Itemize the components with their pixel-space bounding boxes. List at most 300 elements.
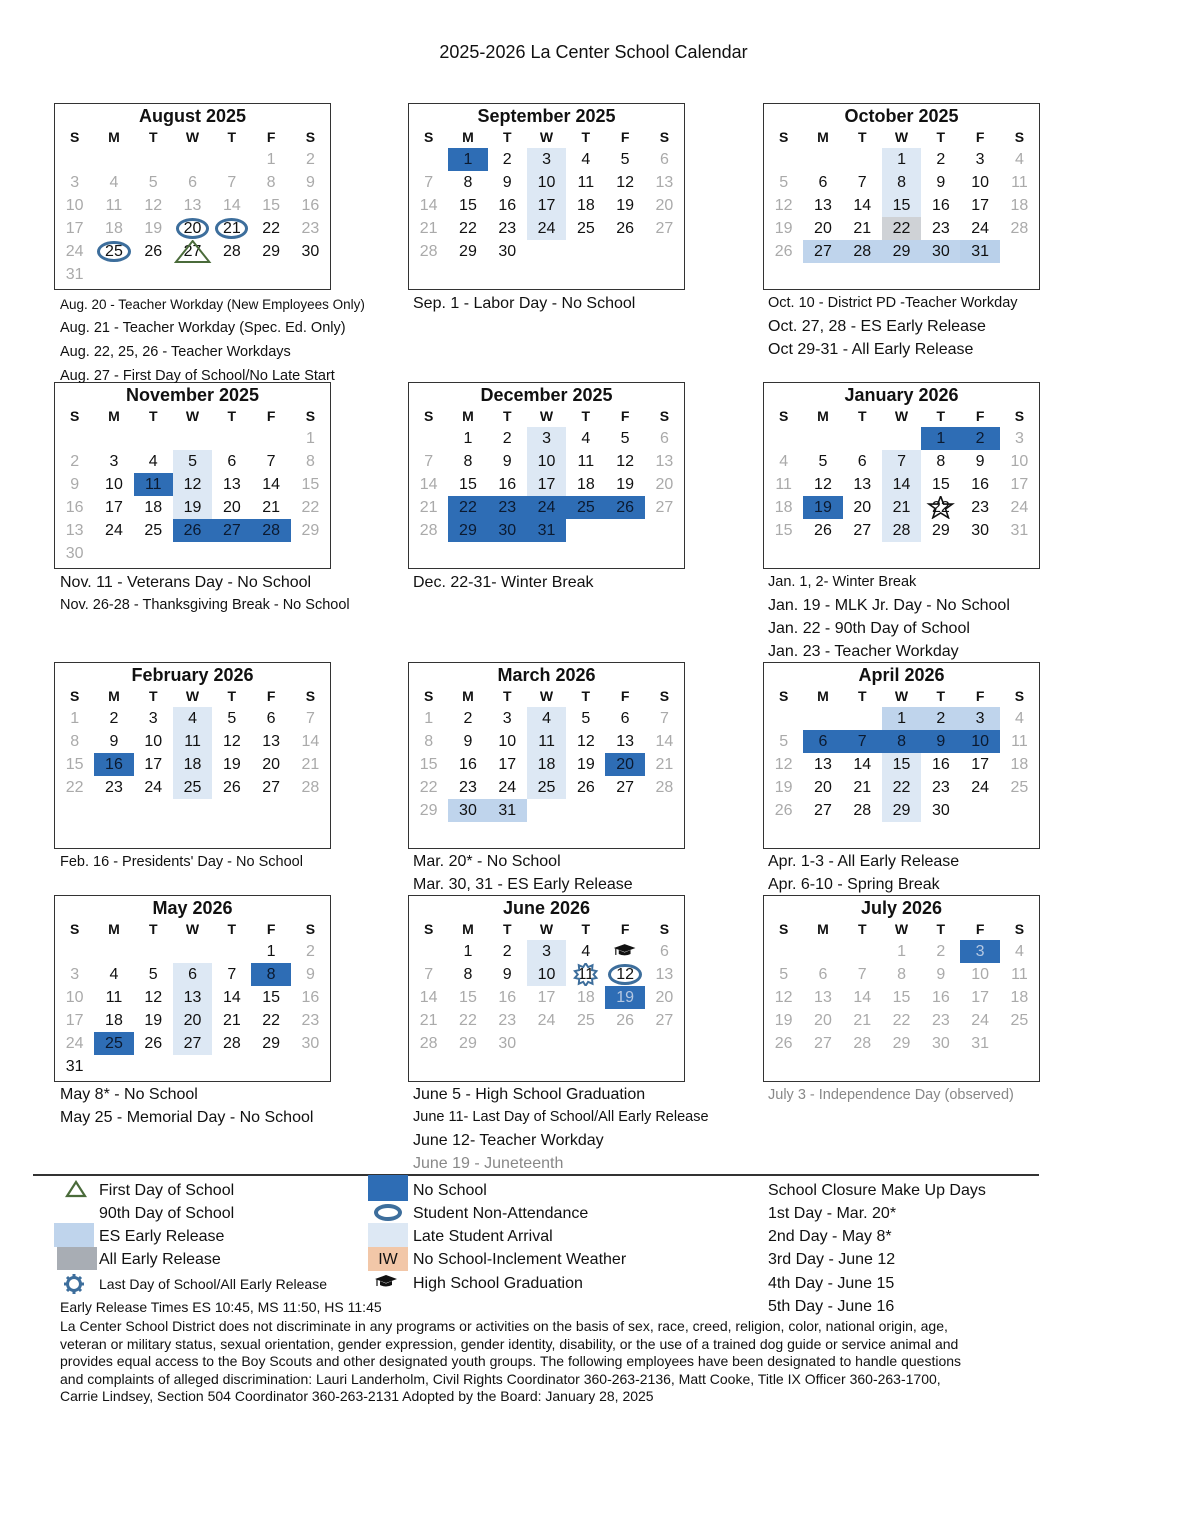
month-july-2026 [763,895,1040,1082]
day-number: 1 [305,430,315,447]
day-cell [488,986,527,1009]
day-number: 21 [655,756,674,773]
disclaimer-line: veteran or military status, sexual orientation, gender expression, gender identity, disability, or the use of a trained dog guide or service animal and [60,1335,959,1352]
day-number: 4 [1014,710,1024,727]
disclaimer-line: provides equal access to the Boy Scouts and other designated youth groups. The following employees have been designated to handle questions [60,1353,962,1369]
day-number: 5 [818,453,828,470]
day-number: 11 [1011,966,1028,983]
day-number: 16 [931,197,950,214]
day-number: 23 [931,779,950,796]
day-cell [882,1032,921,1055]
day-number: 5 [620,151,630,168]
day-cell [251,963,290,986]
notes-june [413,1083,709,1175]
day-cell [173,776,212,799]
day-number: 25 [576,1012,595,1029]
weekday-header: S [423,408,434,424]
weekday-header: M [817,921,829,937]
day-cell [527,450,566,473]
disclaimer-line: La Center School District does not discriminate in any programs or activities on the basis of sex, race, creed, religion, color, national origin, age, [60,1318,948,1334]
day-number: 4 [542,710,551,727]
day-cell [448,1032,487,1055]
day-number: 11 [184,733,201,750]
day-cell [882,450,921,473]
day-number: 4 [581,151,591,168]
day-number: 8 [897,966,906,983]
day-number: 30 [459,802,477,819]
day-number: 18 [774,499,793,516]
day-number: 11 [1011,174,1028,191]
day-cell [291,776,330,799]
weekday-header: F [620,921,630,937]
day-cell [527,776,566,799]
day-cell [527,940,566,963]
weekday-header: S [305,688,316,704]
note: June 11- Last Day of School/All Early Release [413,1109,709,1125]
day-number: 19 [144,220,163,237]
disclaimer-line: Carrie Lindsey, Section 504 Coordinator 360-263-2131 Adopted by the Board: January 28, 2025 [60,1388,654,1404]
empty-cell [94,427,133,450]
day-cell [645,496,684,519]
day-cell [55,1009,94,1032]
day-cell [882,519,921,542]
day-cell [960,1009,999,1032]
day-number: 23 [459,779,477,796]
day-cell [921,217,960,240]
day-number: 10 [537,966,556,983]
weekday-header: W [185,408,200,424]
month-april-2026 [763,662,1040,849]
day-cell [960,753,999,776]
day-number: 18 [1010,197,1029,214]
day-cell [212,240,251,263]
day-cell [291,450,330,473]
day-cell [94,473,133,496]
weekday-header: T [936,921,946,937]
day-cell [409,171,448,194]
day-number: 21 [301,756,320,773]
day-cell [921,240,960,263]
day-number: 16 [65,499,84,516]
day-number: 16 [105,756,123,773]
day-cell [448,707,487,730]
star-icon [921,496,960,519]
day-number: 9 [975,453,985,470]
day-cell [764,217,803,240]
weekday-header: T [857,688,867,704]
day-cell [291,1009,330,1032]
day-cell [921,171,960,194]
day-cell [55,707,94,730]
day-cell [843,194,882,217]
day-number: 5 [581,710,591,727]
day-number: 5 [620,430,630,447]
no-school-swatch [368,1175,408,1201]
day-cell [882,707,921,730]
day-cell [173,730,212,753]
day-cell [566,730,605,753]
day-cell [960,986,999,1009]
day-number: 29 [459,522,477,539]
day-number: 13 [222,476,241,493]
day-cell [251,194,290,217]
all-early-release-swatch [57,1247,97,1270]
day-number: 29 [262,243,281,260]
day-cell [488,753,527,776]
notes-january [768,571,1010,663]
day-number: 26 [616,220,635,237]
day-cell [764,986,803,1009]
day-cell [566,963,605,986]
day-cell [803,519,842,542]
day-number: 13 [183,989,202,1006]
day-cell [764,776,803,799]
day-number: 12 [616,453,635,470]
day-number: 17 [144,756,163,773]
empty-cell [94,148,133,171]
day-number: 20 [616,756,635,773]
day-cell [291,217,330,240]
day-cell [882,753,921,776]
day-cell [251,940,290,963]
empty-cell [409,940,448,963]
day-number: 8 [266,966,276,983]
day-number: 30 [301,1035,320,1052]
day-cell [409,963,448,986]
day-cell [134,171,173,194]
day-cell [527,753,566,776]
day-number: 4 [148,453,158,470]
day-number: 7 [266,453,276,470]
day-number: 24 [971,779,990,796]
day-cell [645,940,684,963]
day-number: 18 [537,756,556,773]
day-cell [566,450,605,473]
day-cell [55,473,94,496]
day-cell [55,194,94,217]
day-cell [409,986,448,1009]
day-cell [448,986,487,1009]
empty-cell [173,148,212,171]
graduation-cap-icon [605,940,644,963]
weekday-header: F [975,129,985,145]
day-number: 3 [975,151,985,168]
day-cell [173,450,212,473]
day-number: 2 [109,710,119,727]
day-number: 25 [576,220,595,237]
oval-icon [374,1204,402,1221]
weekday-header: S [659,688,670,704]
day-cell [251,473,290,496]
day-number: 6 [857,453,867,470]
day-number: 20 [262,756,281,773]
day-number: 29 [459,1035,477,1052]
day-number: 20 [655,989,674,1006]
day-number: 29 [459,243,477,260]
day-cell [409,1032,448,1055]
month-title: August 2025 [138,106,247,126]
empty-cell [134,940,173,963]
day-number: 20 [814,220,832,237]
makeup-day: 3rd Day - June 12 [768,1251,896,1268]
day-cell [134,519,173,542]
day-number: 17 [1010,476,1029,493]
day-cell [764,799,803,822]
day-cell [645,450,684,473]
note: Jan. 1, 2- Winter Break [768,574,917,590]
day-cell [843,776,882,799]
day-cell [764,171,803,194]
weekday-header: W [185,921,200,937]
day-cell [488,473,527,496]
day-number: 9 [109,733,119,750]
day-cell [212,1009,251,1032]
day-cell [921,148,960,171]
weekday-header: F [620,688,630,704]
day-number: 7 [305,710,315,727]
divider [33,1174,1039,1176]
day-number: 30 [301,243,320,260]
day-number: 10 [971,966,990,983]
day-number: 23 [301,220,320,237]
day-cell [605,450,644,473]
day-cell [251,217,290,240]
day-number: 14 [262,476,281,493]
day-cell [803,799,842,822]
day-cell [527,963,566,986]
day-cell [291,1032,330,1055]
late-arrival-swatch [368,1223,408,1247]
day-cell [448,171,487,194]
day-cell [960,496,999,519]
day-cell [291,730,330,753]
day-number: 13 [616,733,635,750]
day-cell [251,1009,290,1032]
day-cell [527,148,566,171]
day-cell [960,473,999,496]
weekday-header: S [778,408,789,424]
weekday-header: S [1014,921,1025,937]
day-cell [605,753,644,776]
day-number: 28 [1010,220,1029,237]
notes-november [60,571,350,617]
day-number: 29 [262,1035,281,1052]
day-cell [803,986,842,1009]
day-cell [566,753,605,776]
day-number: 19 [144,1012,163,1029]
day-number: 6 [188,174,197,191]
weekday-header: T [227,408,237,424]
day-number: 8 [897,174,906,191]
day-number: 5 [148,174,158,191]
note: Aug. 22, 25, 26 - Teacher Workdays [60,344,291,360]
day-number: 16 [301,989,320,1006]
day-cell [921,753,960,776]
day-number: 26 [774,1035,793,1052]
day-cell [488,496,527,519]
day-number: 30 [931,1035,950,1052]
day-number: 27 [183,1035,202,1052]
oval-icon [608,964,641,985]
day-number: 2 [502,151,512,168]
legend-first-day: First Day of School [99,1182,235,1199]
day-number: 3 [542,430,551,447]
day-cell [764,194,803,217]
day-number: 16 [498,197,517,214]
day-cell [173,753,212,776]
day-number: 30 [498,1035,517,1052]
day-cell [94,194,133,217]
day-cell [921,776,960,799]
weekday-header: S [778,921,789,937]
weekday-header: T [148,921,158,937]
notes-may [60,1083,313,1129]
day-cell [566,473,605,496]
day-cell [55,776,94,799]
day-cell [448,940,487,963]
day-number: 19 [576,756,595,773]
day-number: 22 [262,1012,281,1029]
day-number: 25 [105,1035,123,1052]
day-number: 25 [1010,779,1029,796]
weekday-header: S [305,408,316,424]
day-number: 9 [936,966,946,983]
day-cell [921,799,960,822]
day-cell [882,940,921,963]
day-cell [527,496,566,519]
day-cell [764,473,803,496]
day-number: 22 [892,1012,911,1029]
day-cell [921,450,960,473]
weekday-header: S [305,129,316,145]
weekday-header: S [1014,129,1025,145]
empty-cell [134,148,173,171]
day-cell [843,171,882,194]
makeup-day: 1st Day - Mar. 20* [768,1205,897,1222]
day-number: 29 [892,243,911,260]
day-cell [488,1009,527,1032]
day-cell [94,217,133,240]
weekday-header: S [69,129,80,145]
day-number: 29 [892,802,911,819]
triangle-icon [65,1180,87,1198]
day-cell [605,171,644,194]
day-number: 31 [65,1058,84,1075]
day-number: 4 [109,966,119,983]
day-cell [291,753,330,776]
disclaimer-line: and complaints of alleged discrimination: Lauri Landerholm, Civil Rights Coordinator 360-263-2136, Matt Cooke, Title IX Officer 360-263-1700, [60,1370,941,1387]
day-number: 13 [65,522,84,539]
day-number: 31 [1010,522,1029,539]
day-number: 7 [857,174,867,191]
day-cell [94,450,133,473]
day-cell [605,148,644,171]
day-cell [960,730,999,753]
day-number: 4 [1014,151,1024,168]
day-number: 1 [266,943,276,960]
day-cell [566,496,605,519]
day-cell [55,519,94,542]
day-number: 11 [144,476,162,493]
day-number: 3 [975,710,985,727]
day-cell [251,496,290,519]
day-number: 10 [144,733,163,750]
empty-cell [173,427,212,450]
day-number: 18 [1010,756,1029,773]
makeup-day: 4th Day - June 15 [768,1275,895,1292]
triangle-icon [173,240,212,263]
day-cell [409,799,448,822]
day-cell [645,776,684,799]
day-number: 20 [183,220,202,237]
day-cell [448,217,487,240]
note: Feb. 16 - Presidents' Day - No School [60,854,303,870]
day-number: 8 [305,453,315,470]
day-number: 26 [183,522,202,539]
weekday-header: T [502,921,512,937]
weekday-header: W [894,921,909,937]
day-cell [527,1009,566,1032]
day-cell [173,519,212,542]
note: Sep. 1 - Labor Day - No School [413,295,636,312]
day-cell [803,450,842,473]
weekday-header: S [1014,688,1025,704]
day-number: 4 [188,710,197,727]
day-cell [55,240,94,263]
day-cell [803,194,842,217]
day-number: 13 [853,476,872,493]
day-cell [448,963,487,986]
day-cell [488,171,527,194]
month-june-2026 [408,895,685,1082]
day-cell [409,519,448,542]
day-number: 2 [70,453,80,470]
day-cell [764,240,803,263]
day-cell [764,753,803,776]
day-number: 3 [975,943,985,960]
day-cell [291,240,330,263]
day-number: 5 [188,453,197,470]
empty-cell [803,148,842,171]
day-cell [882,986,921,1009]
day-cell [882,171,921,194]
weekday-header: M [817,688,829,704]
empty-cell [212,148,251,171]
day-number: 14 [892,476,911,493]
day-number: 3 [148,710,158,727]
day-number: 11 [105,197,123,214]
month-september-2025 [408,103,685,290]
day-number: 27 [814,1035,832,1052]
day-number: 24 [105,522,123,539]
day-cell [173,496,212,519]
day-cell [605,473,644,496]
day-number: 12 [222,733,241,750]
note: July 3 - Independence Day (observed) [768,1087,1014,1103]
weekday-header: S [423,688,434,704]
day-number: 13 [262,733,281,750]
day-cell [291,427,330,450]
day-cell [1000,707,1039,730]
empty-cell [882,427,921,450]
day-number: 1 [463,430,473,447]
weekday-header: W [539,408,554,424]
day-cell [448,194,487,217]
day-number: 26 [616,499,635,516]
day-number: 23 [105,779,123,796]
day-cell [605,217,644,240]
day-number: 24 [537,1012,556,1029]
